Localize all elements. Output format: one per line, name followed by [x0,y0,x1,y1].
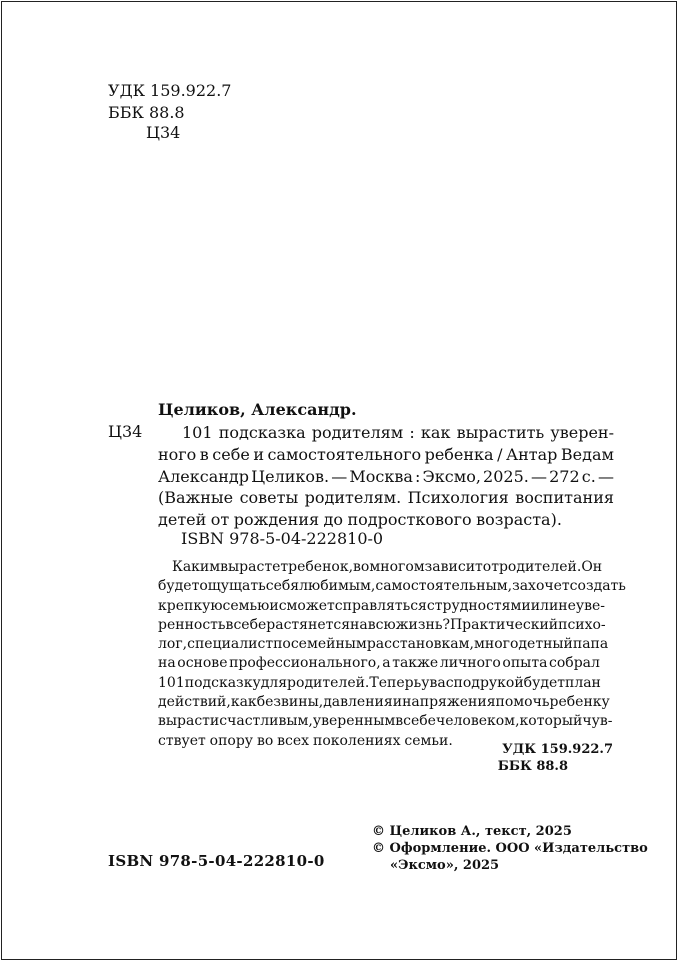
word: на [350,616,368,633]
word: от [482,559,499,575]
word: Ведам [560,444,614,464]
word: сможет [278,597,335,614]
annotation-line [158,674,600,693]
word: уверенным [312,713,396,730]
word: рукой [479,674,524,691]
bbk-index-bottom: ББК 88.8 [497,759,568,774]
word: давления [323,694,393,711]
author-code-side: Ц34 [108,422,143,441]
word: 101 [182,423,213,442]
word: вырасти [158,713,220,730]
word: который [519,713,583,730]
word: / [497,444,503,464]
word: и [269,597,279,614]
word: многом [369,559,425,575]
word: план [564,674,601,691]
word: себя [265,578,300,595]
word: родителям [311,423,404,442]
annotation-text [158,558,626,751]
word: Теперь [369,674,422,691]
word: — [597,466,614,486]
word: ствует [158,732,206,749]
word: собрал [549,655,600,672]
word: уверен- [550,423,614,442]
word: ренность [158,616,226,633]
word: 272 [549,466,580,486]
word: до [323,510,344,530]
word: ощущать [199,578,266,595]
word: основе [177,655,228,672]
word: семьи. [404,732,453,749]
word: Психология [407,488,509,508]
word: : [409,423,415,442]
word: как [420,423,451,442]
word: в [199,444,209,464]
annotation-line [158,558,603,577]
word: Эксмо, [422,466,481,486]
word: папа [572,636,609,653]
udk-index-top: УДК 159.922.7 [108,81,232,100]
word: создать [569,578,626,595]
word: ребенка [424,444,494,464]
word: крепкую [158,597,223,614]
word: воспитания [515,488,614,508]
word: — [530,466,547,486]
word: вырастить [456,423,545,442]
word: возраста). [476,510,562,530]
word: Целиков. [251,466,330,486]
word: (Важные [158,488,234,508]
word: любимым, [299,578,376,595]
word: будет [158,578,200,595]
catalog-line [158,509,614,531]
word: рождения [233,510,320,530]
catalog-line [158,487,614,509]
word: будет [523,674,565,691]
word: подсказка [218,423,306,442]
word: для [260,674,288,691]
copyright-line: © Целиков А., текст, 2025 [372,824,572,839]
word: 101 [158,674,185,691]
word: во [256,732,274,749]
word: опору [209,732,254,749]
word: по [273,636,291,653]
word: ребенку [549,694,610,711]
word: и [392,694,403,711]
word: вырастет [220,559,289,575]
copyright-line: «Эксмо», 2025 [390,858,500,873]
word: Москва [349,466,413,486]
author-code-top: Ц34 [146,123,181,142]
word: вас [429,674,454,691]
word: с [426,597,435,614]
word: родителям. [304,488,402,508]
word: опыта [502,655,548,672]
copyright-line: © Оформление. ООО «Издательство [372,841,648,856]
word: родителей. [287,674,370,691]
word: без [256,694,282,711]
word: ребенок, [288,559,354,575]
annotation-line [158,635,609,654]
word: поколениях [312,732,401,749]
word: справляться [334,597,427,614]
word: зависит [424,559,483,575]
word: расстановкам, [366,636,474,653]
word: Практический [449,616,559,633]
word: — [331,466,348,486]
catalog-description [158,422,614,531]
word: трудностями [434,597,531,614]
word: вины, [281,694,324,711]
word: на [158,655,176,672]
word: семейным [290,636,367,653]
word: ного [158,444,197,464]
word: подсказку [184,674,261,691]
word: детей [158,510,207,530]
word: действий, [158,694,231,711]
word: от [210,510,230,530]
word: себе [233,616,267,633]
annotation-line [158,616,606,635]
word: подросткового [347,510,472,530]
word: профессионального, [229,655,381,672]
word: растянется [266,616,351,633]
annotation-line [158,597,606,616]
word: у [421,674,430,691]
word: в [395,713,404,730]
author-heading: Целиков, Александр. [158,400,357,419]
word: захочет [512,578,570,595]
word: неуве- [558,597,606,614]
word: : [415,466,421,486]
isbn-footer: ISBN 978-5-04-222810-0 [108,852,325,870]
word: человеком, [435,713,520,730]
udk-index-bottom: УДК 159.922.7 [502,742,613,757]
word: себе [212,444,250,464]
word: Антар [505,444,558,464]
catalog-line [158,422,614,444]
word: семью [222,597,270,614]
word: во [353,559,370,575]
word: также [392,655,439,672]
catalog-line [158,466,614,488]
word: личного [439,655,501,672]
word: советы [239,488,299,508]
word: Он [581,559,603,575]
copyright-block [372,823,648,874]
word: и [253,444,264,464]
annotation-line [158,693,610,712]
word: себе [403,713,436,730]
bbk-index-top: ББК 88.8 [108,103,185,122]
word: жизнь? [395,616,450,633]
word: как [230,694,257,711]
word: или [530,597,559,614]
annotation-line [158,654,600,673]
word: самостоятельным, [375,578,513,595]
word: под [453,674,480,691]
word: с. [581,466,596,486]
word: а [382,655,391,672]
isbn-catalog: ISBN 978-5-04-222810-0 [181,529,384,548]
annotation-line [158,712,613,731]
word: чув- [582,713,613,730]
word: всю [367,616,396,633]
word: 2025. [483,466,529,486]
catalog-line [158,444,614,466]
word: в [225,616,234,633]
word: напряжения [402,694,496,711]
word: самостоятельного [267,444,422,464]
word: Александр [158,466,250,486]
word: многодетный [474,636,573,653]
word: Каким [172,559,221,575]
word: счастливым, [219,713,313,730]
annotation-line [158,577,626,596]
word: специалист [187,636,274,653]
word: родителей. [498,559,582,575]
word: психо- [558,616,606,633]
word: помочь [495,694,550,711]
word: лог, [158,636,188,653]
word: всех [277,732,310,749]
